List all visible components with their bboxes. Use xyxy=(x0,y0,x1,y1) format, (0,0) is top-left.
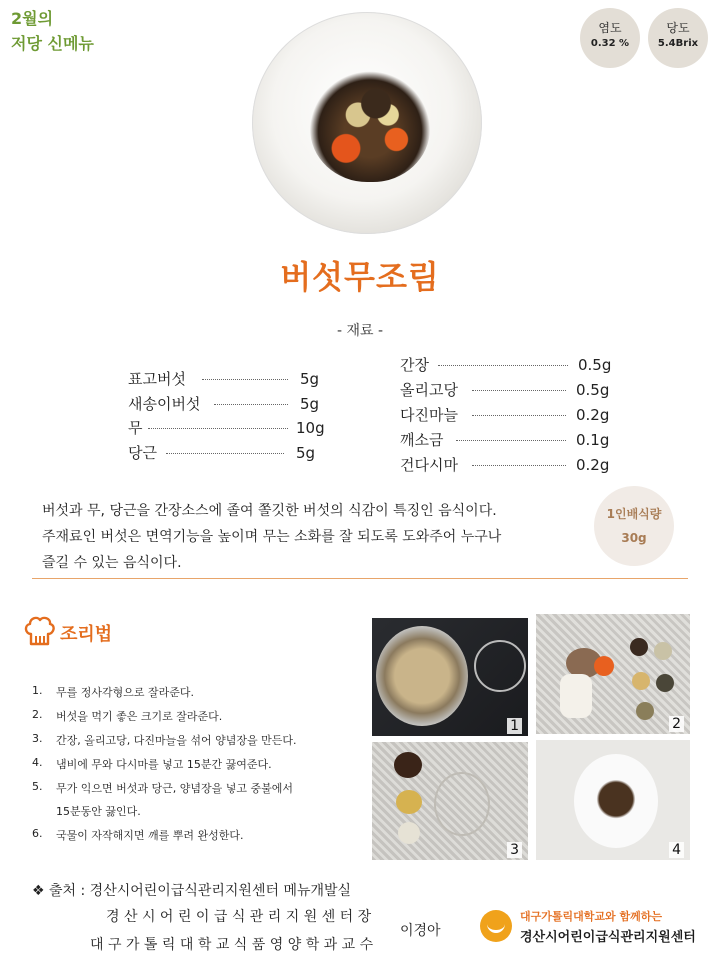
source-line-1: ❖ 출처 : 경산시어린이급식관리지원센터 메뉴개발실 xyxy=(32,883,352,899)
leader-dots xyxy=(472,465,566,466)
serving-value: 30g xyxy=(621,531,647,545)
author-name: 이경아 xyxy=(400,923,441,939)
leader-dots xyxy=(202,379,288,380)
step-photo-2 xyxy=(536,614,690,734)
ingredient-amount: 0.2g xyxy=(576,406,610,424)
step-text: 버섯을 먹기 좋은 크기로 잘라준다. xyxy=(56,710,223,723)
salinity-value: 0.32 % xyxy=(590,38,630,49)
ingredient-name: 새송이버섯 xyxy=(128,395,201,413)
ingredient-row xyxy=(128,393,328,415)
serving-label: 1인배식량 xyxy=(606,507,662,521)
ingredient-name: 표고버섯 xyxy=(128,370,186,388)
garlic-bowl xyxy=(654,642,672,660)
photo-number: 4 xyxy=(669,842,684,858)
leader-dots xyxy=(438,365,568,366)
leader-dots xyxy=(166,453,284,454)
photo-number: 1 xyxy=(507,718,522,734)
ingredient-amount: 5g xyxy=(300,370,320,388)
soy-sauce-bowl xyxy=(394,752,422,778)
step-text: 무가 익으면 버섯과 당근, 양념장을 넣고 중불에서 xyxy=(56,782,293,795)
ingredient-name: 건다시마 xyxy=(400,456,458,474)
ingredient-row xyxy=(128,368,328,390)
step-number: 1. xyxy=(32,684,43,697)
salinity-badge xyxy=(580,8,640,68)
seasoning-bowl xyxy=(636,702,654,720)
ingredient-row xyxy=(400,354,620,376)
source-line-3: 대 구 가 톨 릭 대 학 교 식 품 영 양 학 과 교 수 xyxy=(90,937,374,953)
step-number: 2. xyxy=(32,708,43,721)
dish-title: 버섯무조림 xyxy=(280,258,440,296)
center-logo xyxy=(480,908,710,948)
oligo-syrup-bowl xyxy=(396,790,422,814)
sauce-bowl xyxy=(630,638,648,656)
dish-description xyxy=(42,498,562,576)
description-line: 즐길 수 있는 음식이다. xyxy=(42,555,182,571)
pot-image xyxy=(376,626,468,726)
garlic-bowl xyxy=(398,822,420,844)
ingredient-amount: 0.5g xyxy=(576,381,610,399)
step-text: 무를 정사각형으로 잘라준다. xyxy=(56,686,195,699)
ingredient-amount: 5g xyxy=(296,444,316,462)
ingredient-name: 깨소금 xyxy=(400,431,444,449)
hero-dish-food xyxy=(310,70,430,182)
step-number: 3. xyxy=(32,732,43,745)
ingredient-name: 다진마늘 xyxy=(400,406,458,424)
step-number: 6. xyxy=(32,827,43,840)
leader-dots xyxy=(148,428,288,429)
step-text: 15분동안 끓인다. xyxy=(56,805,141,818)
ingredient-amount: 0.1g xyxy=(576,431,610,449)
step-photo-3 xyxy=(372,742,528,860)
leader-dots xyxy=(472,390,566,391)
smile-logo-icon xyxy=(480,910,512,942)
ingredient-name: 올리고당 xyxy=(400,381,458,399)
step-text: 냄비에 무와 다시마를 넣고 15분간 끓여준다. xyxy=(56,758,272,771)
logo-center-name: 경산시어린이급식관리지원센터 xyxy=(520,930,696,945)
carrot-image xyxy=(594,656,614,676)
sugar-badge xyxy=(648,8,708,68)
header-title-line1: 2월의 xyxy=(11,9,54,28)
stove-ring xyxy=(474,640,526,692)
leader-dots xyxy=(472,415,566,416)
ingredient-amount: 5g xyxy=(300,395,320,413)
ingredient-row xyxy=(400,404,620,426)
recipe-title: 조리법 xyxy=(60,624,113,645)
salinity-label: 염도 xyxy=(598,21,622,35)
ingredient-row xyxy=(400,379,620,401)
ingredient-name: 간장 xyxy=(400,356,429,374)
description-line: 버섯과 무, 당근을 간장소스에 졸여 쫄깃한 버섯의 식감이 특징인 음식이다. xyxy=(42,503,497,519)
ingredient-name: 당근 xyxy=(128,444,157,462)
mixing-bowl xyxy=(434,772,490,836)
radish-image xyxy=(560,674,592,718)
sesame-bowl xyxy=(632,672,650,690)
sugar-label: 당도 xyxy=(666,21,690,35)
chef-hat-icon xyxy=(22,614,56,648)
step-photo-1 xyxy=(372,618,528,736)
ingredient-row xyxy=(128,417,328,439)
header-title-line2: 저당 신메뉴 xyxy=(11,34,94,53)
step-photo-4 xyxy=(536,740,690,860)
step-number: 5. xyxy=(32,780,43,793)
finished-dish-image xyxy=(574,754,658,848)
kelp-bowl xyxy=(656,674,674,692)
ingredients-heading: - 재료 - xyxy=(336,323,384,339)
ingredient-row xyxy=(128,442,328,464)
step-number: 4. xyxy=(32,756,43,769)
ingredient-amount: 0.5g xyxy=(578,356,612,374)
ingredient-amount: 10g xyxy=(296,419,325,437)
step-text: 국물이 자작해지면 깨를 뿌려 완성한다. xyxy=(56,829,244,842)
sugar-value: 5.4Brix xyxy=(657,38,699,49)
photo-number: 2 xyxy=(669,716,684,732)
ingredient-amount: 0.2g xyxy=(576,456,610,474)
source-line-2: 경 산 시 어 린 이 급 식 관 리 지 원 센 터 장 xyxy=(106,909,372,925)
leader-dots xyxy=(456,440,566,441)
ingredient-row xyxy=(400,454,620,476)
section-divider xyxy=(32,578,688,579)
photo-number: 3 xyxy=(507,842,522,858)
step-text: 간장, 올리고당, 다진마늘을 섞어 양념장을 만든다. xyxy=(56,734,297,747)
leader-dots xyxy=(214,404,288,405)
logo-tagline: 대구가톨릭대학교와 함께하는 xyxy=(520,910,662,923)
ingredient-name: 무 xyxy=(128,419,143,437)
serving-size-badge xyxy=(594,486,674,566)
ingredient-row xyxy=(400,429,620,451)
description-line: 주재료인 버섯은 면역기능을 높이며 무는 소화를 잘 되도록 도와주어 누구나 xyxy=(42,529,502,545)
header-title xyxy=(11,6,94,56)
